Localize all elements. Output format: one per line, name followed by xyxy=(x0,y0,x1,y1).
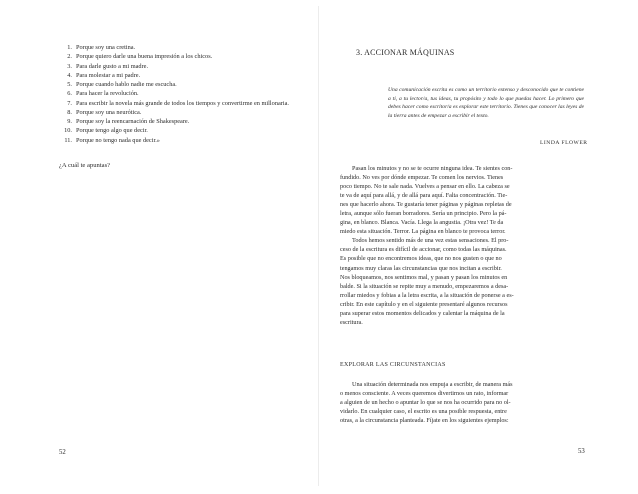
list-item: 11. Porque no tengo nada que decir.» xyxy=(64,136,160,144)
list-item: 10. Porque tengo algo que decir. xyxy=(64,127,148,135)
page-number-right: 53 xyxy=(578,448,585,455)
text-line: vidarlo. En cualquier caso, el escrito es una posible respuesta, entre xyxy=(340,408,507,416)
list-item: 8. Porque soy una neurótica. xyxy=(67,108,142,116)
list-item: 1. Porque soy una cretina. xyxy=(67,44,136,51)
question-text: ¿A cuál te apuntas? xyxy=(59,162,111,169)
page-gutter xyxy=(318,6,319,486)
text-line: escritura. xyxy=(340,318,363,326)
list-item: 7. Para escribir la novela más grande de todos los tiempos y convertirme en millonaria. xyxy=(67,99,289,107)
text-line: gina, en blanco. Blanca. Vacía. Llega la angustia. ¡Otra vez! Te da xyxy=(340,219,504,227)
text-line: para superar estos momentos delicados y calentar la máquina de la xyxy=(340,309,505,317)
text-line: rrollar miedos y fobias a la letra escrita, a la situación de ponerse a es- xyxy=(340,291,514,299)
list-item: 5. Porque cuando hablo nadie me escucha. xyxy=(67,81,177,88)
chapter-title: 3. ACCIONAR MÁQUINAS xyxy=(356,48,455,57)
body-paragraph-2 xyxy=(340,380,590,425)
list-item: 4. Para molestar a mi padre. xyxy=(67,71,141,79)
epigraph: Una comunicación escrita es como un territorio extenso y desconocido que te contiene a ti, a tu lector/a, tus ideas, tu propósito y todo lo que puedas hacer. Lo primero que debes hacer como escritor/a es explorar este territorio. Tienes que conocer las leyes de la tierra antes de empezar a escribir el texto. xyxy=(388,87,584,119)
text-line: o menos consciente. A veces queremos divertirnos un rato, informar xyxy=(340,390,509,398)
text-line: cribir. En este capítulo y en el siguiente presentaré algunos recursos xyxy=(340,300,508,308)
text-line: ceso de la escritura es difícil de accionar, como todas las máquinas. xyxy=(340,246,507,254)
section-title: EXPLORAR LAS CIRCUNSTANCIAS xyxy=(340,362,446,368)
list-item: 9. Porque soy la reencarnación de Shakespeare. xyxy=(67,118,190,125)
text-line: Una situación determinada nos empuja a escribir, de manera más xyxy=(352,381,513,388)
text-line: Pasan los minutos y no se te ocurre ninguna idea. Te sientes con- xyxy=(352,165,513,172)
text-line: te va de aquí para allá, y de allá para aquí. Falta concentración. Tie- xyxy=(340,192,508,200)
text-line: poco tiempo. No te sale nada. Vuelves a pensar en ello. La cabeza se xyxy=(340,183,510,191)
text-line: nes que hacerlo ahora. Te gustaría tener páginas y páginas repletas de xyxy=(340,201,512,209)
text-line: fundido. No ves por dónde empezar. Te comen los nervios. Tienes xyxy=(340,174,504,182)
text-line: miedo esta situación. Terror. La página en blanco te provoca terror. xyxy=(340,228,506,236)
text-line: Todos hemos sentido más de una vez estas sensaciones. El pro- xyxy=(352,237,509,245)
text-line: Nos bloqueamos, nos sentimos mal, y pasan y pasan los minutos en xyxy=(340,273,508,281)
text-line: a alguien de un hecho o apuntar lo que se nos ha ocurrido para no ol- xyxy=(340,399,511,407)
list-item: 3. Para darle gusto a mi madre. xyxy=(67,62,149,70)
text-line: balde. Si la situación se repite muy a menudo, empezaremos a desa- xyxy=(340,282,509,290)
body-paragraph-1 xyxy=(340,164,590,327)
list-item: 6. Para hacer la revolución. xyxy=(67,90,139,98)
epigraph-author: LINDA FLOWER xyxy=(540,140,588,146)
text-line: letra, aunque sólo fueran borradores. Sería un principio. Pero la pá- xyxy=(340,210,507,218)
reasons-list xyxy=(58,43,308,145)
page-number-left: 52 xyxy=(59,449,66,456)
text-line: Es posible que no encontremos ideas, que no nos gusten o que no xyxy=(340,255,502,263)
list-item: 2. Porque quiero darle una buena impresión a los chicos. xyxy=(67,53,213,61)
text-line: tengamos muy claras las circunstancias que nos incitan a escribir. xyxy=(340,264,502,272)
text-line: otras, a la circunstancia planteada. Fíjate en los siguientes ejemplos: xyxy=(340,417,509,425)
